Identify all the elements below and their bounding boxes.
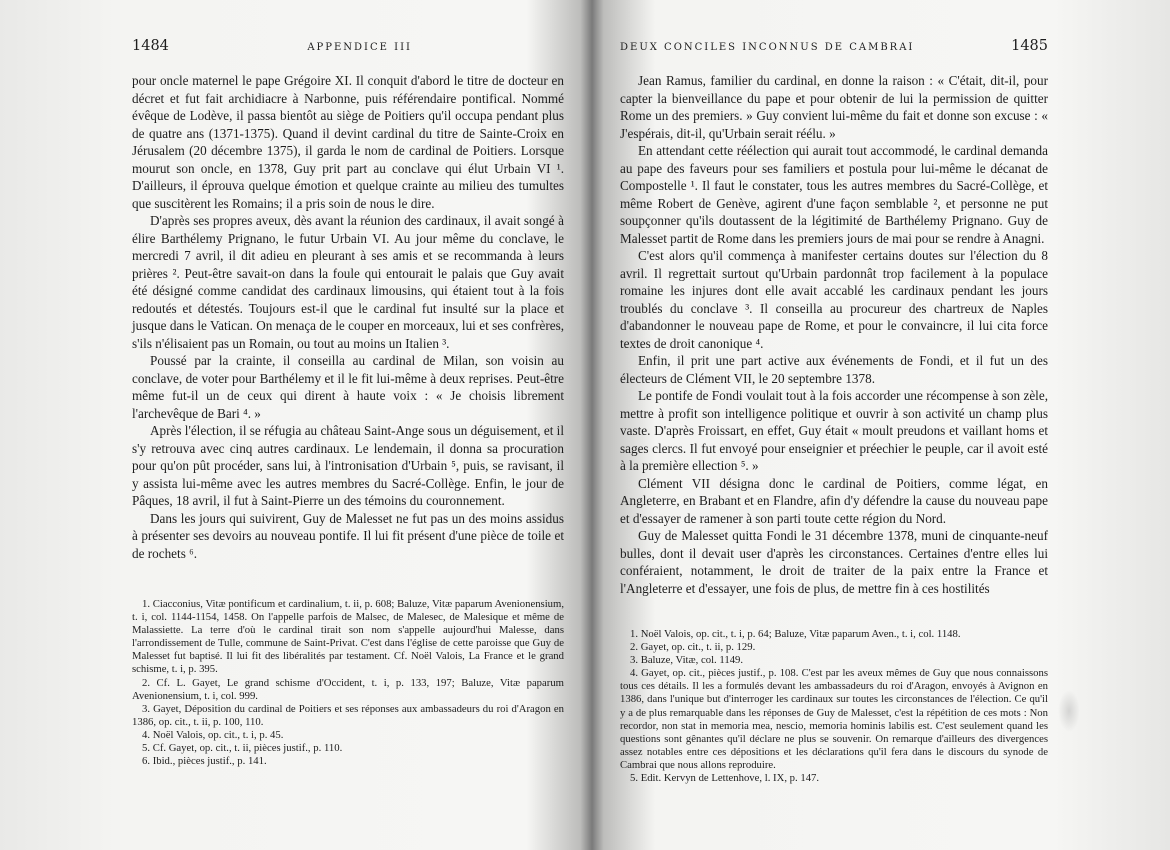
left-body-text bbox=[132, 72, 564, 562]
right-header bbox=[620, 38, 1048, 62]
footnote: 6. Ibid., pièces justif., p. 141. bbox=[142, 755, 267, 768]
right-page bbox=[620, 38, 1048, 785]
footnote: 2. Cf. L. Gayet, Le grand schisme d'Occident, t. i, p. 133, 197; Baluze, Vitæ paparum Avenionensium, t. i, col. 999. bbox=[132, 676, 564, 702]
paragraph: C'est alors qu'il commença à manifester certains doutes sur l'élection du 8 avril. Il regrettait surtout qu'Urbain pardonnât trop facilement à la populace romaine les injures dont elle avait accablé les cardinaux pendant les jours troublés du conclave ³. Il conseilla au procureur des chartreux de Naples d'abandonner le nouveau pape de Rome, et pour le convaincre, il lui cita force textes de droit canonique ⁴. bbox=[620, 248, 1048, 351]
footnote: 3. Baluze, Vitæ, col. 1149. bbox=[630, 654, 744, 667]
running-head-right: DEUX CONCILES INCONNUS DE CAMBRAI bbox=[620, 42, 915, 53]
paragraph: Clément VII désigna donc le cardinal de Poitiers, comme légat, en Angleterre, en Brabant et en Flandre, afin d'y défendre la cause du nouveau pape et d'essayer de ramener à son parti toute cette région du Nord. bbox=[620, 475, 1048, 526]
page-smudge bbox=[1058, 690, 1080, 732]
footnote: 2. Gayet, op. cit., t. ii, p. 129. bbox=[630, 641, 756, 654]
paragraph: Jean Ramus, familier du cardinal, en donne la raison : « C'était, dit-il, pour capter la bienveillance du pape et pour obtenir de lui la permission de quitter Rome un des premiers. » Guy convient lui-même du fait et donne son excuse : « J'espérais, dit-il, qu'Urbain serait réélu. » bbox=[620, 73, 1048, 141]
paragraph: Le pontife de Fondi voulait tout à la fois accorder une récompense à son zèle, mettre à profit son intelligence politique et ouvrir à son activité un champ plus vaste. D'après Froissart, en effet, Guy était « moult preudons et vaillant homs et sages clercs. Il fut envoyé pour enseignier et préechier le peuple, car il avoit esté à la première ellection ⁵. » bbox=[620, 388, 1048, 473]
footnote: 1. Ciacconius, Vitæ pontificum et cardinalium, t. ii, p. 608; Baluze, Vitæ paparum Avenionensium, t. i, col. 1144-1154, 1458. On l'appelle parfois de Malsec, de Malesec, de Malesique et même de Malassiette. La terre d'où le cardinal tirait son nom s'appelle aujourd'hui Malesse, dans l'arrondissement de Tulle, commune de Saint-Privat. C'est dans l'église de cette paroisse que Guy de Malesset fut baptisé. Il lui fit des libéralités par testament. Cf. Noël Valois, La France et le grand schisme, t. i, p. 395. bbox=[132, 598, 564, 676]
right-body-text bbox=[620, 72, 1048, 597]
paragraph: Enfin, il prit une part active aux événements de Fondi, et il fut un des électeurs de Clément VII, le 20 septembre 1378. bbox=[620, 353, 1048, 386]
page-number-left: 1484 bbox=[132, 38, 169, 54]
left-footnotes bbox=[132, 598, 564, 768]
footnote: 1. Noël Valois, op. cit., t. i, p. 64; Baluze, Vitæ paparum Aven., t. i, col. 1148. bbox=[630, 628, 961, 640]
footnote: 5. Cf. Gayet, op. cit., t. ii, pièces justif., p. 110. bbox=[142, 742, 343, 755]
page-number-right: 1485 bbox=[1011, 38, 1048, 54]
footnote: 3. Gayet, Déposition du cardinal de Poitiers et ses réponses aux ambassadeurs du roi d'Aragon en 1386, op. cit., t. ii, p. 100, 110. bbox=[132, 702, 564, 728]
left-page bbox=[132, 38, 564, 768]
paragraph: Guy de Malesset quitta Fondi le 31 décembre 1378, muni de cinquante-neuf bulles, dont il devait user d'après les circonstances. Certaines d'entre elles lui conféraient, notamment, le droit de traiter de la paix entre la France et l'Angleterre et d'essayer, une fois de plus, de mettre fin à ces hostilités bbox=[620, 528, 1048, 596]
running-head-left: APPENDICE III bbox=[307, 42, 412, 53]
left-header bbox=[132, 38, 564, 62]
right-footnotes bbox=[620, 628, 1048, 785]
paragraph: Dans les jours qui suivirent, Guy de Malesset ne fut pas un des moins assidus à présenter ses devoirs au nouveau pontife. Il lui fit présent d'une pièce de toile et de rochets ⁶. bbox=[132, 510, 564, 561]
footnote: 4. Noël Valois, op. cit., t. i, p. 45. bbox=[142, 728, 284, 741]
paragraph: Après l'élection, il se réfugia au château Saint-Ange sous un déguisement, et il s'y retrouva avec cinq autres cardinaux. Le lendemain, il donna sa procuration pour qu'on pût procéder, sans lui, à l'intronisation d'Urbain ⁵, puis, se ravisant, il y assista lui-même avec les autres membres du Sacré-Collège. Enfin, le jour de Pâques, 18 avril, il fut à Saint-Pierre un des témoins du couronnement. bbox=[132, 423, 564, 508]
paragraph: Poussé par la crainte, il conseilla au cardinal de Milan, son voisin au conclave, de voter pour Barthélemy et il le fit lui-même à deux reprises. Peut-être même fut-il un de ceux qui dirent à haute voix : « Je choisis librement l'archevêque de Bari ⁴. » bbox=[132, 353, 564, 421]
paragraph: pour oncle maternel le pape Grégoire XI. Il conquit d'abord le titre de docteur en décret et fut fait archidiacre à Narbonne, puis référendaire pontifical. Nommé évêque de Lodève, il passa bientôt au siège de Poitiers qu'il occupa pendant plus de quatre ans (1371-1375). Quand il devint cardinal du titre de Sainte-Croix en Jérusalem (20 décembre 1375), il garda le nom de cardinal de Poitiers. Lorsque mourut son oncle, en 1378, Guy prit part au conclave qui élut Urbain VI ¹. D'ailleurs, il éprouva quelque émotion et quelque crainte au milieu des tumultes que suscitèrent les Romains; il a pris soin de nous le dire. bbox=[132, 73, 564, 211]
paragraph: D'après ses propres aveux, dès avant la réunion des cardinaux, il avait songé à élire Barthélemy Prignano, le futur Urbain VI. Au jour même du conclave, le mercredi 7 avril, il dit adieu en pleurant à ses amis et se recommanda à leurs prières ². Peut-être savait-on dans la foule qui entourait le palais que Guy avait été désigné comme candidat des cardinaux limousins, qui étaient tout à la fois redoutés et détestés. Toujours est-il que le cardinal fut insulté sur la place et jusque dans le Vatican. On menaça de le couper en morceaux, lui et ses confrères, s'ils n'élisaient pas un Romain, ou tout au moins un Italien ³. bbox=[132, 213, 564, 351]
footnote: 5. Edit. Kervyn de Lettenhove, l. IX, p. 147. bbox=[630, 772, 820, 785]
paragraph: En attendant cette réélection qui aurait tout accommodé, le cardinal demanda au pape des faveurs pour ses familiers et postula pour lui-même le décanat de Compostelle ¹. Il faut le constater, tous les autres membres du Sacré-Collège, et même Robert de Genève, agirent d'une façon semblable ², et personne ne put soupçonner qu'ils doutassent de la légitimité de Barthélemy Prignano. Guy de Malesset partit de Rome dans les premiers jours de mai pour se rendre à Anagni. bbox=[620, 143, 1048, 246]
footnote: 4. Gayet, op. cit., pièces justif., p. 108. C'est par les aveux mêmes de Guy que nous connaissons tous ces détails. Il les a formulés devant les ambassadeurs du roi d'Aragon, envoyés à Avignon en 1386, dans l'unique but d'interroger les cardinaux sur toutes les circonstances de l'élection. Ce qu'il y a de plus remarquable dans les réponses de Guy de Malesset, c'est la répétition de ces mots : Non recordor, non stat in memoria mea, nescio, memoria hominis labilis est. C'est seulement quand les questions sont gênantes qu'il déclare ne plus se souvenir. On remarque d'ailleurs des divergences assez notables entre ces dépositions et les déclarations qu'il fera dans le discours du synode de Cambrai que nous allons reproduire. bbox=[620, 667, 1048, 771]
